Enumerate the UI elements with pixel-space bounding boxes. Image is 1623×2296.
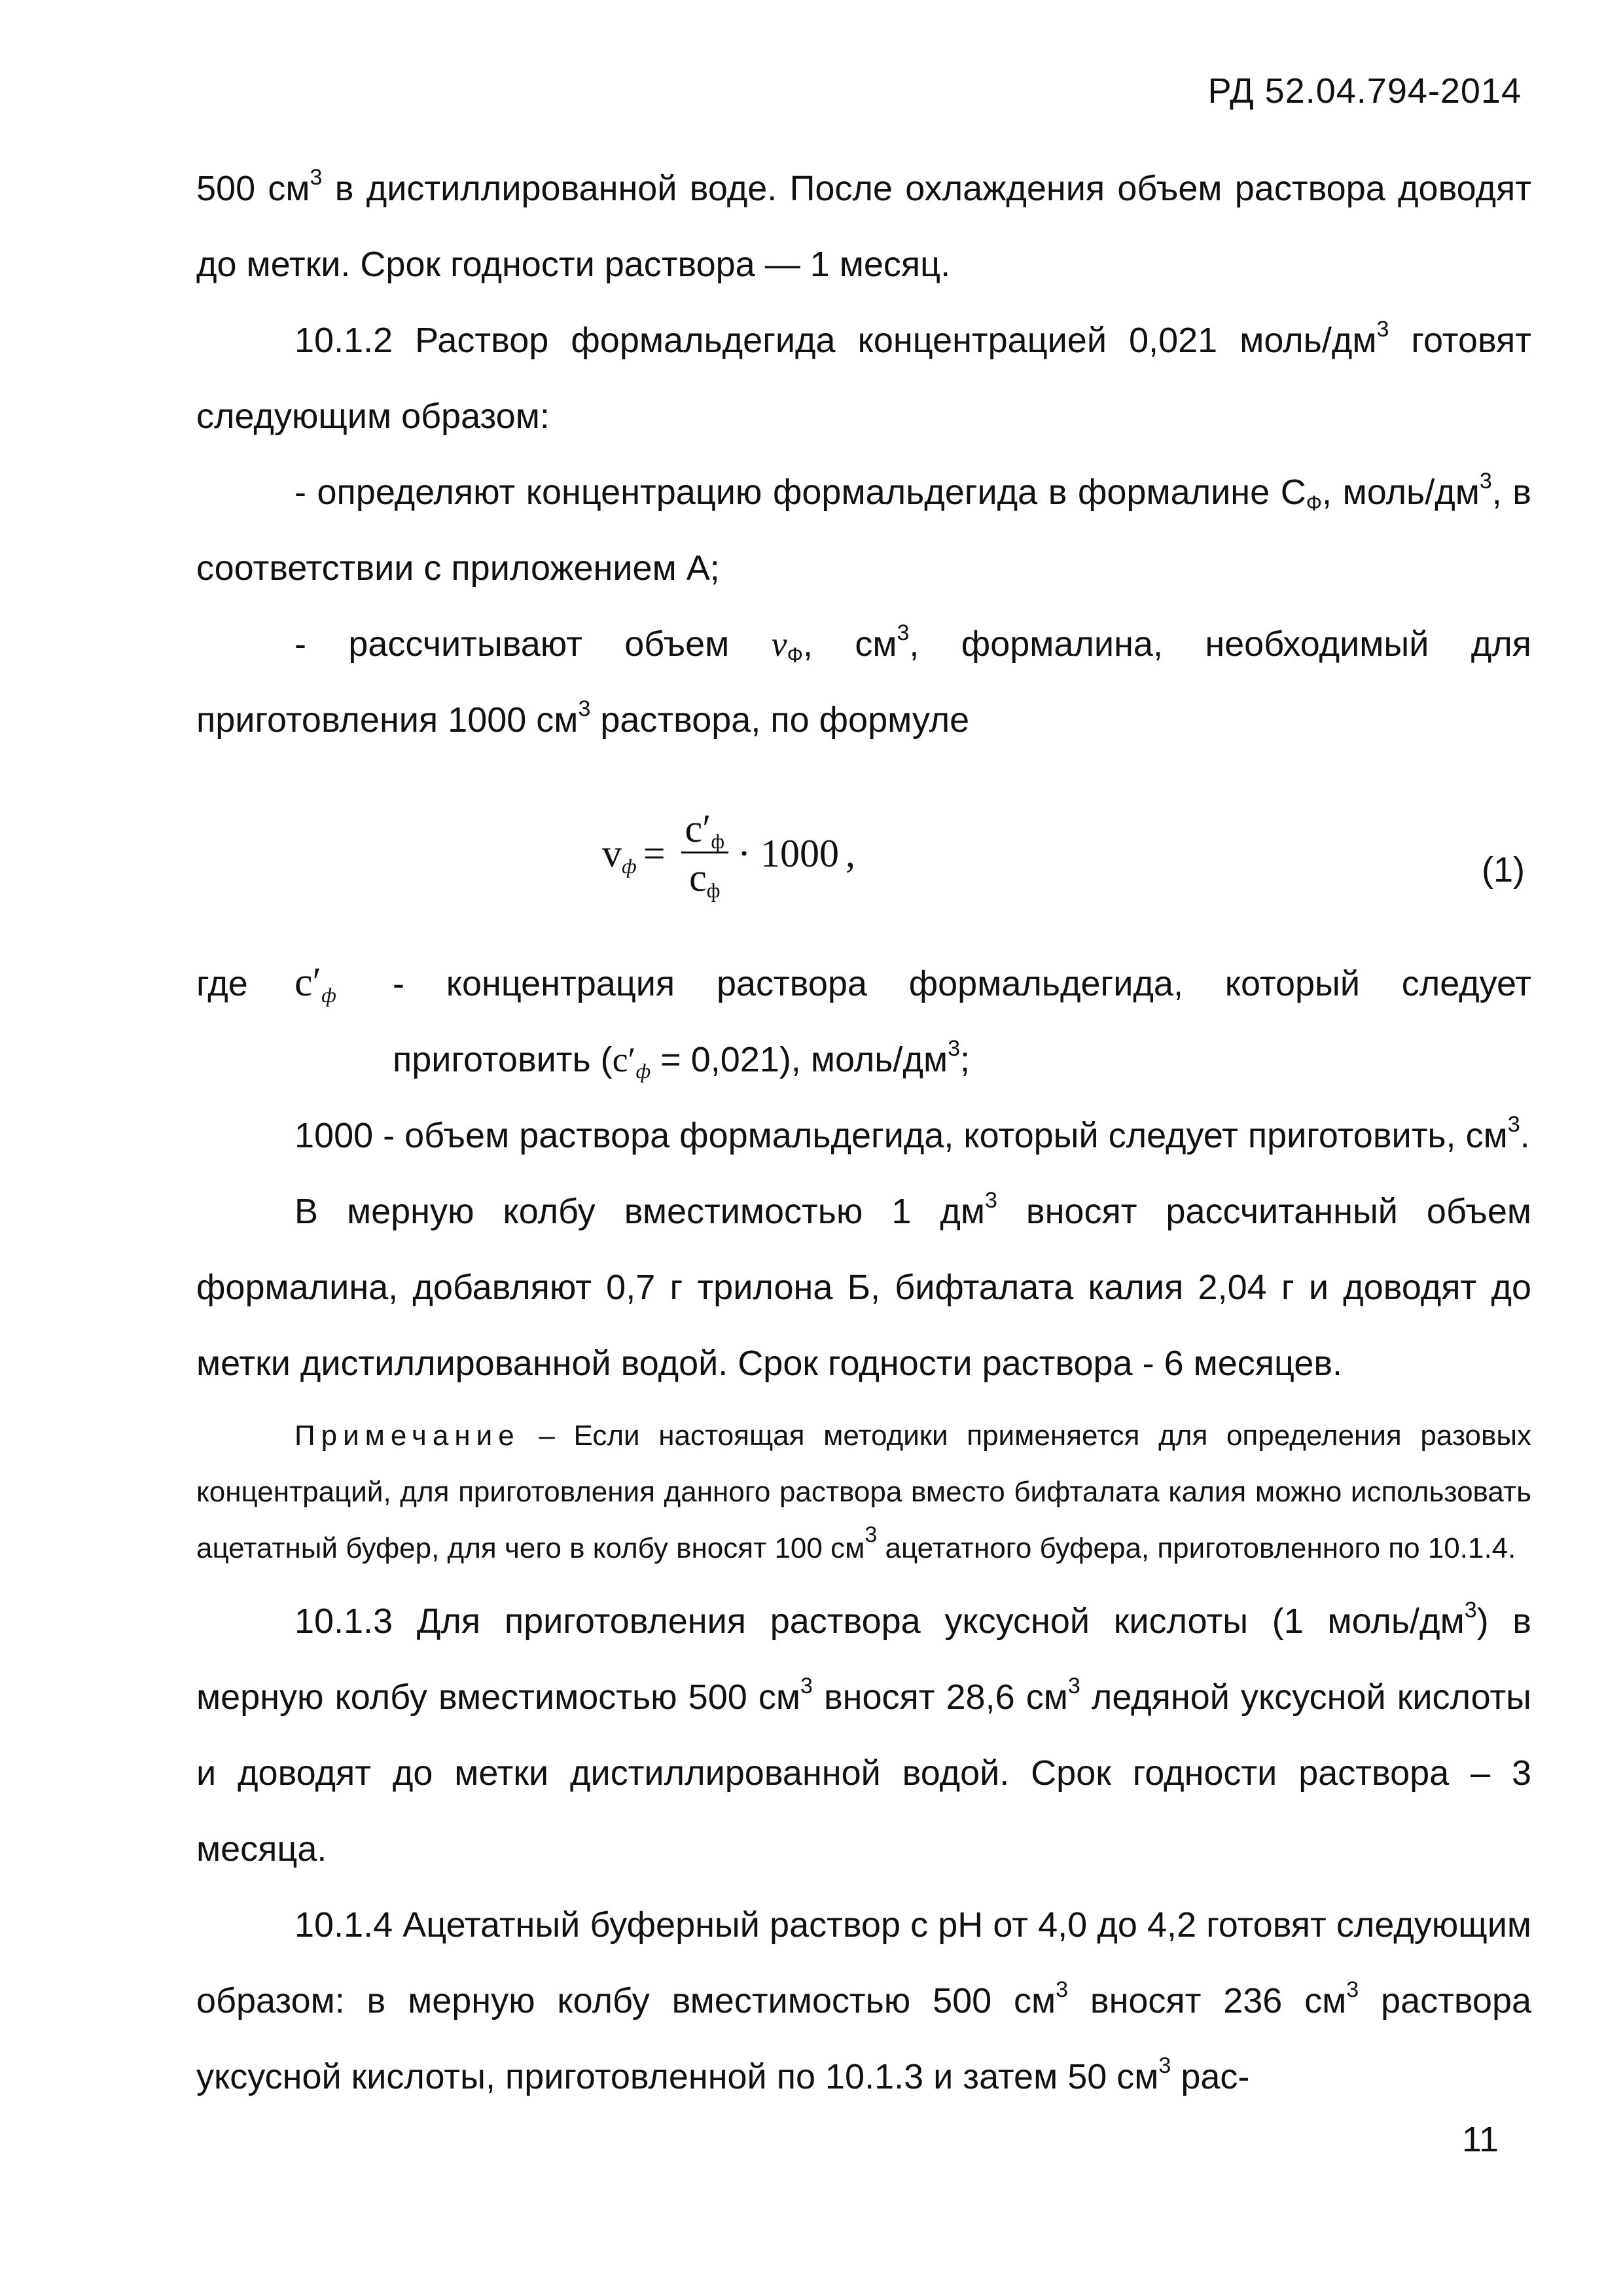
variable: v bbox=[771, 624, 787, 664]
text-run: В мерную колбу вместимостью 1 дм bbox=[294, 1192, 986, 1231]
superscript: 3 bbox=[1376, 317, 1389, 342]
superscript: 3 bbox=[1479, 469, 1492, 493]
paragraph-continuation bbox=[196, 151, 1531, 302]
formula-variable: c′ bbox=[685, 807, 711, 850]
subscript: ф bbox=[706, 878, 721, 902]
numerator bbox=[681, 807, 729, 853]
paragraph-10-1-2 bbox=[196, 302, 1531, 454]
text-run: раствора, по формуле bbox=[590, 700, 970, 740]
text-run: 1000 - объем раствора формальдегида, который следует приготовить, см bbox=[294, 1116, 1508, 1155]
text-run: ; bbox=[960, 1040, 971, 1079]
superscript: 3 bbox=[310, 165, 323, 190]
text-run: , моль/дм bbox=[1322, 473, 1480, 512]
subscript: ф bbox=[622, 853, 637, 878]
document-code-header: РД 52.04.794-2014 bbox=[1207, 71, 1522, 111]
formula-lhs bbox=[602, 816, 637, 891]
text-run: - концентрация раствора формальдегида, который следует приготовить ( bbox=[393, 964, 1531, 1079]
superscript: 3 bbox=[985, 1188, 997, 1213]
text-run: - определяют концентрацию формальдегида в формалине С bbox=[294, 473, 1306, 512]
page-number: 11 bbox=[1461, 2120, 1499, 2159]
multiplier: · 1000 bbox=[738, 831, 840, 875]
subscript: ф bbox=[321, 983, 336, 1007]
text-run: ) в мерную колбу вместимостью 500 см bbox=[196, 1602, 1531, 1717]
text-run: – Если настоящая методики применяется для определения разовых концентраций, для приготовления данного раствора вместо бифталата калия можно использовать ацетатный буфер, для чего в колбу вносят 100 см bbox=[196, 1420, 1531, 1564]
formula-variable: v bbox=[602, 831, 622, 875]
denominator bbox=[689, 853, 721, 902]
text-run: 10.1.2 Раствор формальдегида концентрацией 0,021 моль/дм bbox=[294, 321, 1377, 360]
text-run: , в соответствии с приложением А; bbox=[196, 473, 1531, 588]
subscript: Ф bbox=[1306, 492, 1323, 515]
superscript: 3 bbox=[1507, 1112, 1520, 1137]
list-item-calculate-volume bbox=[196, 606, 1531, 758]
text-run: , см bbox=[802, 624, 897, 664]
formula-block bbox=[196, 781, 1531, 931]
where-symbol bbox=[294, 944, 393, 1020]
superscript: 3 bbox=[578, 696, 591, 721]
paragraph-volume-definition bbox=[196, 1098, 1531, 1174]
subscript: Ф bbox=[787, 643, 803, 667]
text-run: . bbox=[1520, 1116, 1530, 1155]
fraction bbox=[681, 807, 729, 902]
paragraph-10-1-4 bbox=[196, 1887, 1531, 2115]
where-definition-text bbox=[196, 946, 1531, 1098]
formula-comma: , bbox=[846, 831, 856, 875]
text-run: - рассчитывают объем bbox=[294, 624, 772, 664]
superscript: 3 bbox=[948, 1036, 960, 1061]
superscript: 3 bbox=[897, 620, 910, 645]
list-item-determine-concentration bbox=[196, 454, 1531, 606]
text-run: 10.1.3 Для приготовления раствора уксусной кислоты (1 моль/дм bbox=[294, 1602, 1465, 1641]
superscript: 3 bbox=[1464, 1598, 1477, 1623]
paragraph-10-1-3 bbox=[196, 1583, 1531, 1887]
superscript: 3 bbox=[1067, 1674, 1080, 1698]
text-run: вносят 236 см bbox=[1068, 1981, 1347, 2020]
text-run: ацетатного буфера, приготовленного по 10.1.4. bbox=[877, 1532, 1516, 1564]
superscript: 3 bbox=[1056, 1977, 1069, 2002]
text-run: вносят рассчитанный объем формалина, добавляют 0,7 г трилона Б, бифталата калия 2,04 г и доводят до метки дистиллированной водой. Срок годности раствора - 6 месяцев. bbox=[196, 1192, 1531, 1383]
text-run: раствора уксусной кислоты, приготовленной по 10.1.3 и затем 50 см bbox=[196, 1981, 1532, 2096]
formula-variable: c′ bbox=[612, 1040, 636, 1079]
superscript: 3 bbox=[1346, 1977, 1359, 2002]
superscript: 3 bbox=[800, 1674, 813, 1698]
text-run: в дистиллированной воде. После охлаждения объем раствора доводят до метки. Срок годности раствора — 1 месяц. bbox=[196, 169, 1531, 284]
note-label: Примечание bbox=[294, 1420, 520, 1452]
text-run: ледяной уксусной кислоты и доводят до метки дистиллированной водой. Срок годности раствора – 3 месяца. bbox=[196, 1677, 1531, 1869]
text-run: вносят 28,6 см bbox=[812, 1677, 1068, 1717]
formula-variable: c bbox=[689, 856, 707, 899]
superscript: 3 bbox=[1158, 2053, 1171, 2078]
equals-sign: = bbox=[643, 831, 666, 875]
text-run: готовят следующим образом: bbox=[196, 321, 1532, 436]
text-run: рас- bbox=[1171, 2057, 1250, 2096]
note-block bbox=[196, 1408, 1531, 1577]
text-run: = 0,021), моль/дм bbox=[651, 1040, 948, 1079]
text-run: , формалина, необходимый для приготовления 1000 см bbox=[196, 624, 1531, 740]
superscript: 3 bbox=[865, 1522, 878, 1547]
formula-1 bbox=[602, 807, 862, 902]
formula-number: (1) bbox=[1482, 850, 1525, 889]
document-body bbox=[196, 151, 1531, 2115]
text-run: 500 см bbox=[196, 169, 310, 208]
paragraph-flask-procedure bbox=[196, 1174, 1531, 1401]
subscript: ф bbox=[711, 829, 725, 853]
text-run: 10.1.4 Ацетатный буферный раствор с рН от 4,0 до 4,2 готовят следующим образом: в мерную колбу вместимостью 500 см bbox=[196, 1905, 1531, 2020]
subscript: ф bbox=[635, 1059, 651, 1083]
formula-variable: c′ bbox=[294, 960, 322, 1005]
where-word: где bbox=[196, 964, 248, 1003]
